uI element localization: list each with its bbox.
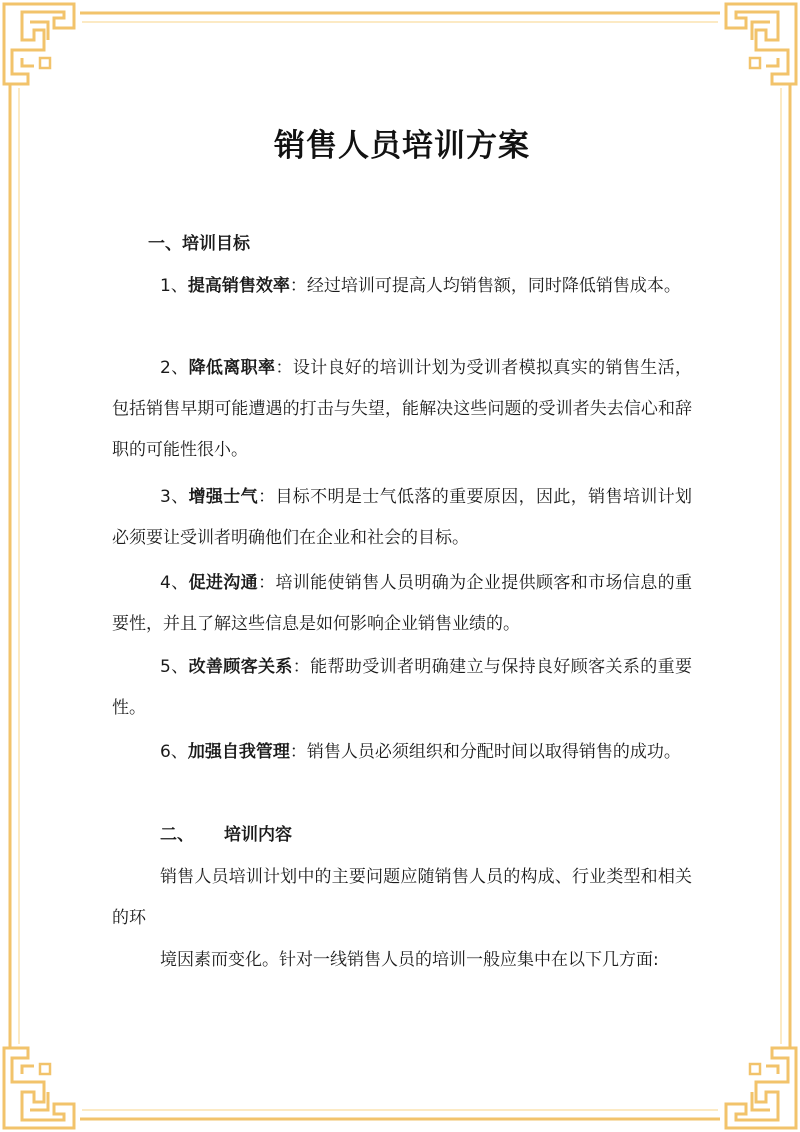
goal-item-2: 2、降低离职率：设计良好的培训计划为受训者模拟真实的销售生活，包括销售早期可能遭遇的打击与失望，能解决这些问题的受训者失去信心和辞职的可能性很小。: [112, 358, 693, 460]
corner-ornament-top-left: [4, 4, 74, 84]
goal-term: 改善顾客关系: [188, 657, 293, 677]
section-heading-goals: 一、培训目标: [148, 234, 250, 254]
goal-term: 增强士气: [188, 487, 259, 507]
goal-term: 提高销售效率: [187, 276, 290, 296]
goal-term: 加强自我管理: [187, 742, 290, 762]
content-paragraph-2: 境因素而变化。针对一线销售人员的培训一般应集中在以下几方面:: [160, 950, 659, 970]
goal-item-5: 5、改善顾客关系：能帮助受训者明确建立与保持良好顾客关系的重要性。: [112, 657, 692, 718]
section-heading-content: 二、 培训内容: [160, 825, 292, 845]
goal-term: 降低离职率: [188, 358, 276, 378]
goal-item-3: 3、增强士气：目标不明是士气低落的重要原因，因此，销售培训计划必须要让受训者明确他们在企业和社会的目标。: [112, 487, 693, 548]
goal-item-6: 6、加强自我管理：销售人员必须组织和分配时间以取得销售的成功。: [160, 742, 681, 762]
goal-term: 促进沟通: [188, 573, 259, 593]
goal-item-4: 4、促进沟通：培训能使销售人员明确为企业提供顾客和市场信息的重要性，并且了解这些信息是如何影响企业销售业绩的。: [112, 573, 693, 634]
corner-ornament-bottom-left: [4, 1048, 74, 1128]
goal-item-1: 1、提高销售效率：经过培训可提高人均销售额，同时降低销售成本。: [160, 276, 681, 296]
page-title: 销售人员培训方案: [274, 128, 530, 164]
corner-ornament-top-right: [726, 4, 796, 84]
corner-ornament-bottom-right: [726, 1048, 796, 1128]
content-paragraph-1: 销售人员培训计划中的主要问题应随销售人员的构成、行业类型和相关的环: [112, 867, 692, 928]
